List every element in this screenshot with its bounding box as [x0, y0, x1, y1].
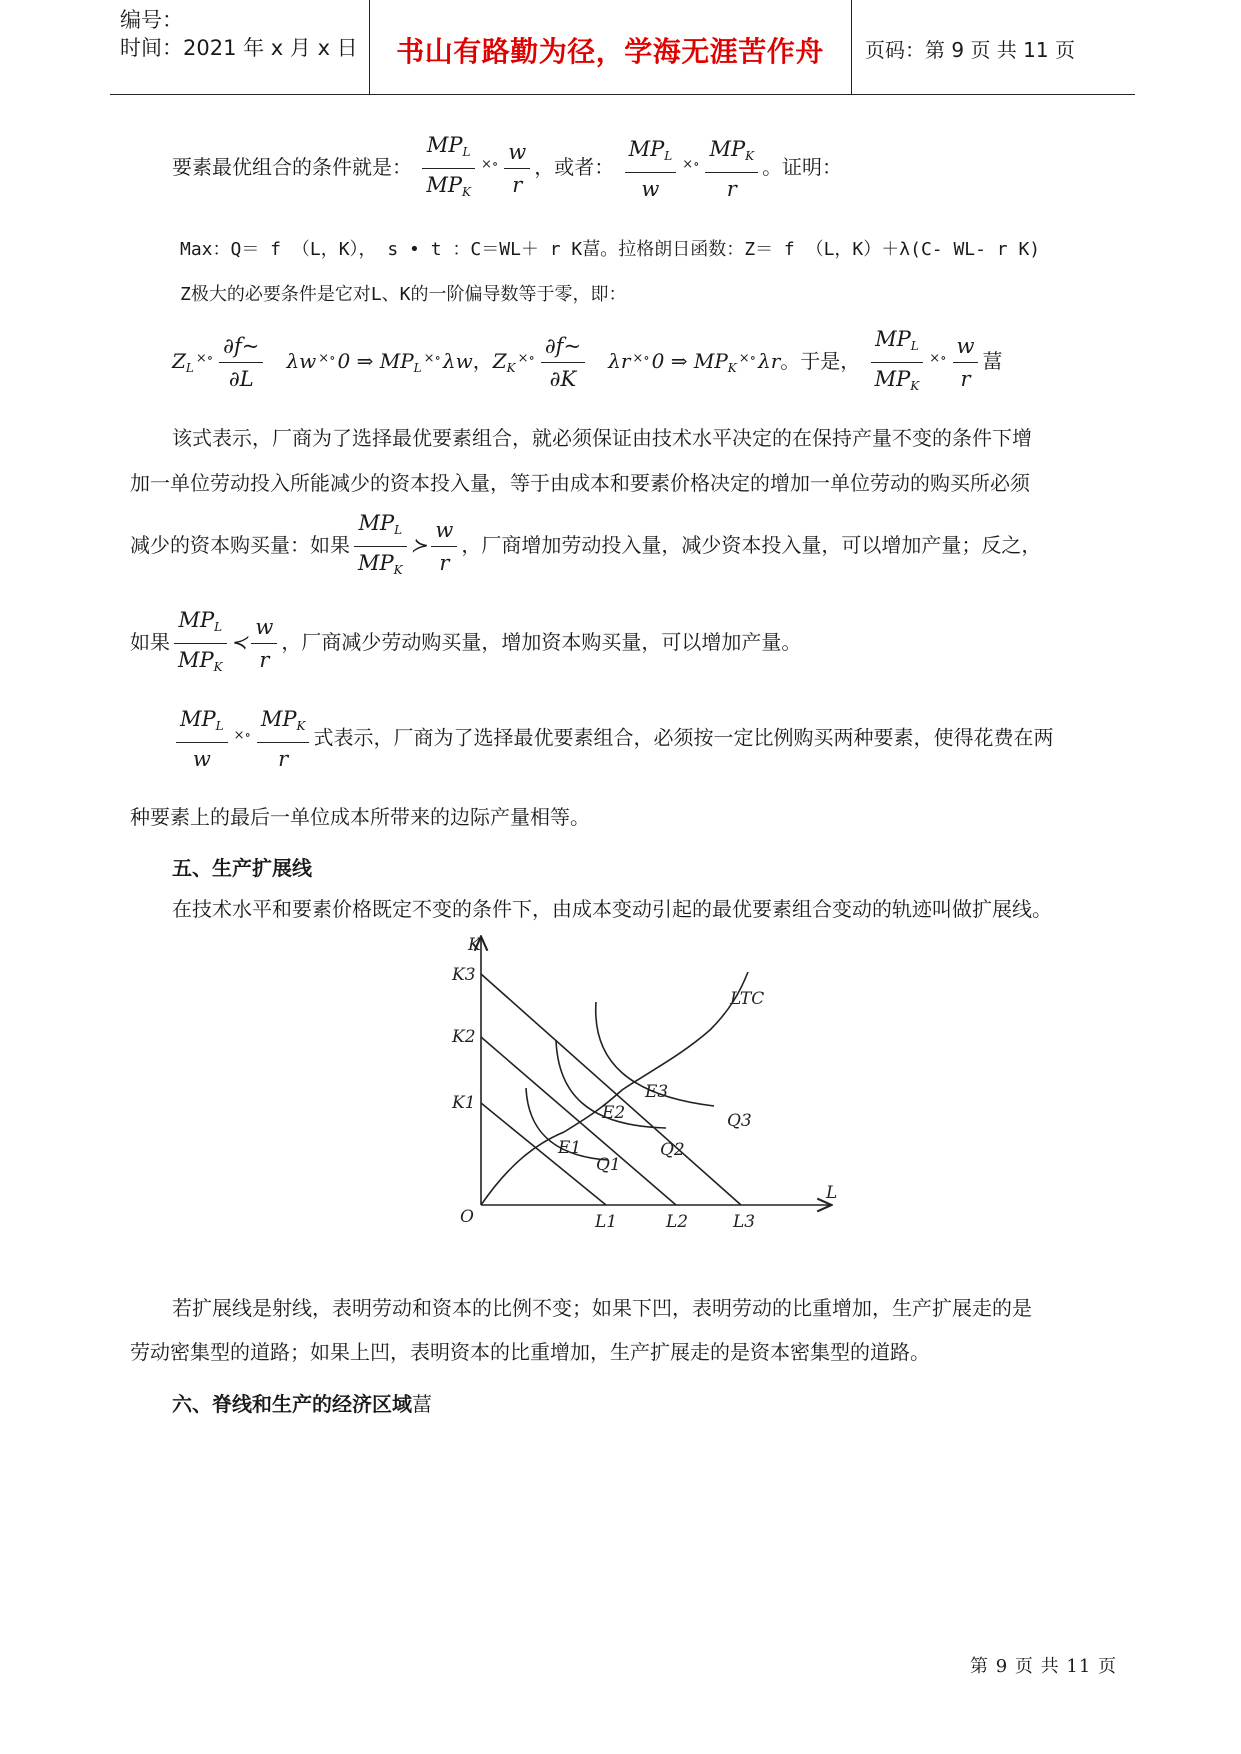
paragraph-5-line-1: 若扩展线是射线，表明劳动和资本的比例不变；如果下凹，表明劳动的比重增加，生产扩展走的是	[172, 1296, 1032, 1320]
fraction-df-dl: $\frac{\partial f\sim}{\partial L}$	[219, 333, 263, 392]
fraction-mpl-over-mpk-4: $\frac{MP_L}{MP_K}$	[174, 607, 227, 680]
lagrange-setup-line: Max：Q＝ f （L，K）， s • t ：C＝WL＋ r K葍。拉格朗日函数：Z＝ f （L，K）＋λ(C- WL- r K)	[180, 239, 1041, 260]
page-footer: 第 9 页 共 11 页	[970, 1656, 1117, 1677]
e1-label: E1	[558, 1138, 582, 1158]
fraction-w-over-r-2: $\frac{w}{r}$	[953, 333, 979, 392]
l-axis-label: L	[826, 1183, 838, 1203]
paragraph-3-line-4: 如果 $\frac{MP_L}{MP_K}$ ≺ $\frac{w}{r}$ ，厂商减少劳动购买量，增加资本购买量，可以增加产量。	[130, 607, 801, 680]
partial-derivative-equation: $Z_L^{\times\circ}$ $\frac{\partial f\sim}{\partial L}$ λw ×∘ 0 ⇒ $MP_L^{\times\circ}$ λw，$Z_K^{\times\circ}$ $\frac{\partial f\sim}{\partial K}$ λr ×∘ 0 ⇒ $MP_K^{\times\circ}$ λr。于是， $\frac{MP_L}{MP_K}$ ×∘ $\frac{w}{r}$ 葍	[172, 326, 1002, 399]
paragraph-5-line-2: 劳动密集型的道路；如果上凹，表明资本的比重增加，生产扩展走的是资本密集型的道路。	[130, 1340, 930, 1364]
l2-label: L2	[666, 1212, 689, 1230]
paragraph-3-line-3: 减少的资本购买量：如果 $\frac{MP_L}{MP_K}$ ≻ $\frac{w}{r}$ ，厂商增加劳动投入量，减少资本投入量，可以增加产量；反之，	[130, 510, 1041, 583]
header-page-cell	[851, 0, 1135, 94]
page-header	[110, 0, 1135, 95]
paragraph-3-line-2: 加一单位劳动投入所能减少的资本投入量，等于由成本和要素价格决定的增加一单位劳动的购买所必须	[130, 471, 1030, 495]
origin-label: O	[460, 1207, 474, 1227]
optimal-condition-line: 要素最优组合的条件就是： $\frac{MP_L}{MP_K}$ ×∘ $\frac{w}{r}$ ，或者： $\frac{MP_L}{w}$ ×∘ $\frac{MP_K}{r}$ 。证明：	[172, 132, 842, 205]
k3-label: K3	[452, 965, 476, 985]
section-6-title: 六、脊线和生产的经济区域	[172, 1392, 412, 1416]
header-motto-cell	[369, 0, 852, 94]
header-page-number: 页码：第 9 页 共 11 页	[865, 38, 1075, 62]
optimal-condition-tail: 。证明：	[762, 155, 843, 179]
fraction-mpk-over-r-2: $\frac{MP_K}{r}$	[257, 706, 310, 772]
document-number: 编号：	[120, 8, 183, 32]
fraction-mpk-over-r: $\frac{MP_K}{r}$	[705, 136, 758, 202]
equation-tail: 。于是，	[780, 349, 861, 373]
optimal-condition-or: ，或者：	[534, 155, 615, 179]
section-6-tail: 葍	[412, 1392, 432, 1416]
first-order-condition-line: Z极大的必要条件是它对L、K的一阶偏导数等于零，即：	[180, 284, 627, 305]
e2-label: E2	[602, 1103, 626, 1123]
fraction-w-over-r: $\frac{w}{r}$	[504, 139, 530, 198]
equation-end: 葍	[982, 349, 1003, 373]
l1-label: L1	[595, 1212, 618, 1230]
q1-label: Q1	[596, 1155, 621, 1175]
header-motto: 书山有路勤为径，学海无涯苦作舟	[396, 35, 824, 68]
paragraph-3-line-3-lead: 减少的资本购买量：如果	[130, 533, 350, 557]
paragraph-3-line-4-tail: ，厂商减少劳动购买量，增加资本购买量，可以增加产量。	[281, 630, 802, 654]
isocost-line-1	[481, 1103, 606, 1205]
paragraph-4-line-1: $\frac{MP_L}{w}$ ×∘ $\frac{MP_K}{r}$ 式表示，厂商为了选择最优要素组合，必须按一定比例购买两种要素，使得花费在两	[172, 706, 1053, 772]
fraction-mpl-over-mpk: $\frac{MP_L}{MP_K}$	[422, 132, 475, 205]
fraction-w-over-r-3: $\frac{w}{r}$	[431, 517, 457, 576]
fraction-mpl-over-w-2: $\frac{MP_L}{w}$	[176, 706, 228, 772]
fraction-mpl-over-w: $\frac{MP_L}{w}$	[625, 136, 677, 202]
l3-label: L3	[733, 1212, 756, 1230]
fraction-w-over-r-4: $\frac{w}{r}$	[251, 614, 277, 673]
expansion-path-diagram	[430, 930, 850, 1230]
k2-label: K2	[452, 1027, 476, 1047]
q2-label: Q2	[660, 1140, 685, 1160]
q3-label: Q3	[727, 1111, 752, 1131]
section-5-text: 在技术水平和要素价格既定不变的条件下，由成本变动引起的最优要素组合变动的轨迹叫做扩展线。	[172, 897, 1052, 921]
section-6-heading	[172, 1388, 432, 1417]
e3-label: E3	[645, 1082, 669, 1102]
document-date: 时间：2021 年 x 月 x 日	[120, 36, 358, 60]
paragraph-3-line-1: 该式表示，厂商为了选择最优要素组合，就必须保证由技术水平决定的在保持产量不变的条件下增	[172, 426, 1032, 450]
fraction-mpl-over-mpk-2: $\frac{MP_L}{MP_K}$	[871, 326, 924, 399]
paragraph-4-line-1-text: 式表示，厂商为了选择最优要素组合，必须按一定比例购买两种要素，使得花费在两	[313, 725, 1054, 750]
paragraph-3-line-4-lead: 如果	[130, 630, 170, 654]
ltc-label: LTC	[730, 989, 765, 1009]
paragraph-3-line-3-tail: ，厂商增加劳动投入量，减少资本投入量，可以增加产量；反之，	[461, 533, 1042, 557]
paragraph-4-line-2: 种要素上的最后一单位成本所带来的边际产量相等。	[130, 805, 590, 829]
optimal-condition-lead: 要素最优组合的条件就是：	[172, 155, 412, 179]
expansion-path-figure	[430, 930, 850, 1230]
header-meta-cell	[110, 0, 370, 94]
fraction-mpl-over-mpk-3: $\frac{MP_L}{MP_K}$	[354, 510, 407, 583]
section-5-heading: 五、生产扩展线	[172, 856, 312, 880]
k-axis-label: K	[468, 935, 481, 955]
fraction-df-dk: $\frac{\partial f\sim}{\partial K}$	[541, 333, 585, 392]
k1-label: K1	[452, 1093, 476, 1113]
